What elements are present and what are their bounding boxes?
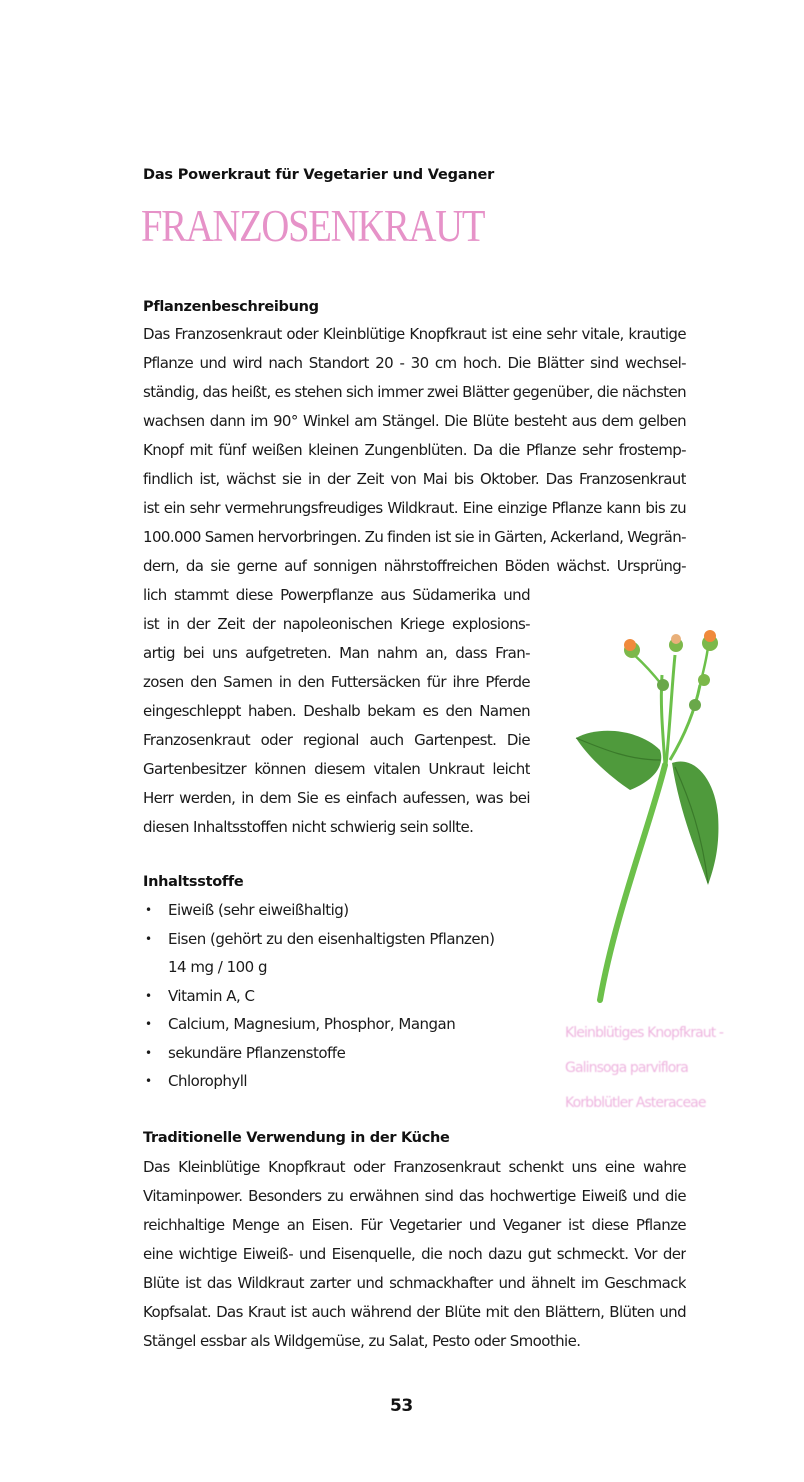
list-item xyxy=(143,982,494,1011)
text-line: Vitaminpower. Besonders zu erwähnen sind das hochwertige Eiweiß und die xyxy=(143,1187,686,1205)
plant-illustration xyxy=(560,615,770,1010)
text-line: Herr werden, in dem Sie es einfach aufessen, was bei xyxy=(143,789,530,807)
text-line: eingeschleppt haben. Deshalb bekam es den Namen xyxy=(143,702,530,720)
text-line: diesen Inhaltsstoffen nicht schwierig sein sollte. xyxy=(143,818,474,836)
left-leaf-icon xyxy=(576,731,661,790)
text-line: ist ein sehr vermehrungsfreudiges Wildkraut. Eine einzige Pflanze kann bis zu xyxy=(143,499,686,517)
caption-line: Galinsoga parviflora xyxy=(565,1060,688,1076)
list-item-text: Calcium, Magnesium, Phosphor, Mangan xyxy=(168,1015,456,1033)
text-line: Das Franzosenkraut oder Kleinblütige Knopfkraut ist eine sehr vitale, krautige xyxy=(143,325,686,343)
bullet-icon: • xyxy=(145,931,152,946)
figure-caption xyxy=(565,1016,723,1121)
list-item-text: Chlorophyll xyxy=(168,1072,248,1090)
description-paragraph-full xyxy=(143,320,686,581)
section-heading-description: Pflanzenbeschreibung xyxy=(143,299,319,315)
section-heading-ingredients: Inhaltsstoffe xyxy=(143,874,244,890)
section-heading-kitchen: Traditionelle Verwendung in der Küche xyxy=(143,1130,450,1146)
text-line: Das Kleinblütige Knopfkraut oder Franzosenkraut schenkt uns eine wahre xyxy=(143,1158,686,1176)
text-line: ständig, das heißt, es stehen sich immer zwei Blätter gegenüber, die nächsten xyxy=(143,383,686,401)
bullet-icon: • xyxy=(145,903,152,917)
ingredients-list xyxy=(143,896,494,1096)
text-line: eine wichtige Eiweiß- und Eisenquelle, die noch dazu gut schmeckt. Vor der xyxy=(143,1245,686,1263)
page-number: 53 xyxy=(390,1396,413,1416)
caption-line: Kleinblütiges Knopfkraut - xyxy=(565,1025,724,1041)
text-line: Stängel essbar als Wildgemüse, zu Salat, Pesto oder Smoothie. xyxy=(143,1332,581,1350)
list-item xyxy=(143,925,494,982)
text-line: Franzosenkraut oder regional auch Gartenpest. Die xyxy=(143,731,530,749)
list-item xyxy=(143,896,494,925)
list-item-text: Eisen (gehört zu den eisenhaltigsten Pflanzen) xyxy=(168,929,495,948)
text-line: Kopfsalat. Das Kraut ist auch während der Blüte mit den Blättern, Blüten und xyxy=(143,1303,686,1321)
list-item xyxy=(143,1010,494,1039)
text-line: Pflanze und wird nach Standort 20 - 30 cm hoch. Die Blätter sind wechsel- xyxy=(143,354,686,372)
text-line: lich stammt diese Powerpflanze aus Südamerika und xyxy=(143,586,530,604)
text-line: 100.000 Samen hervorbringen. Zu finden ist sie in Gärten, Ackerland, Wegrän- xyxy=(143,528,686,546)
list-item-text: Eiweiß (sehr eiweißhaltig) xyxy=(168,901,349,919)
page-title: FRANZOSENKRAUT xyxy=(141,201,485,251)
text-line: Knopf mit fünf weißen kleinen Zungenblüten. Da die Pflanze sehr frostemp- xyxy=(143,441,686,459)
bullet-icon: • xyxy=(145,1045,152,1060)
list-item xyxy=(143,1067,494,1096)
text-line: Blüte ist das Wildkraut zarter und schmackhafter und ähnelt im Geschmack xyxy=(143,1274,686,1292)
text-line: ist in der Zeit der napoleonischen Kriege explosions- xyxy=(143,615,530,633)
list-item-text: sekundäre Pflanzenstoffe xyxy=(168,1043,346,1062)
list-item-subtext: 14 mg / 100 g xyxy=(168,958,267,976)
bullet-icon: • xyxy=(145,1017,152,1031)
text-line: wachsen dann im 90° Winkel am Stängel. Die Blüte besteht aus dem gelben xyxy=(143,412,686,430)
text-line: dern, da sie gerne auf sonnigen nährstoffreichen Böden wächst. Ursprüng- xyxy=(143,557,686,575)
bullet-icon: • xyxy=(145,988,152,1003)
text-line: reichhaltige Menge an Eisen. Für Vegetarier und Veganer ist diese Pflanze xyxy=(143,1216,686,1234)
text-line: findlich ist, wächst sie in der Zeit von Mai bis Oktober. Das Franzosenkraut xyxy=(143,470,686,488)
caption-line: Korbblütler Asteraceae xyxy=(565,1095,706,1111)
page-subtitle: Das Powerkraut für Vegetarier und Veganer xyxy=(143,167,495,183)
kitchen-paragraph xyxy=(143,1153,686,1356)
list-item-text: Vitamin A, C xyxy=(168,986,255,1005)
bullet-icon: • xyxy=(145,1074,152,1088)
list-item xyxy=(143,1039,494,1068)
text-line: zosen den Samen in den Futtersäcken für ihre Pferde xyxy=(143,673,530,691)
description-paragraph-narrow xyxy=(143,581,530,842)
text-line: artig bei uns aufgetreten. Man nahm an, dass Fran- xyxy=(143,644,530,662)
text-line: Gartenbesitzer können diesem vitalen Unkraut leicht xyxy=(143,760,530,778)
